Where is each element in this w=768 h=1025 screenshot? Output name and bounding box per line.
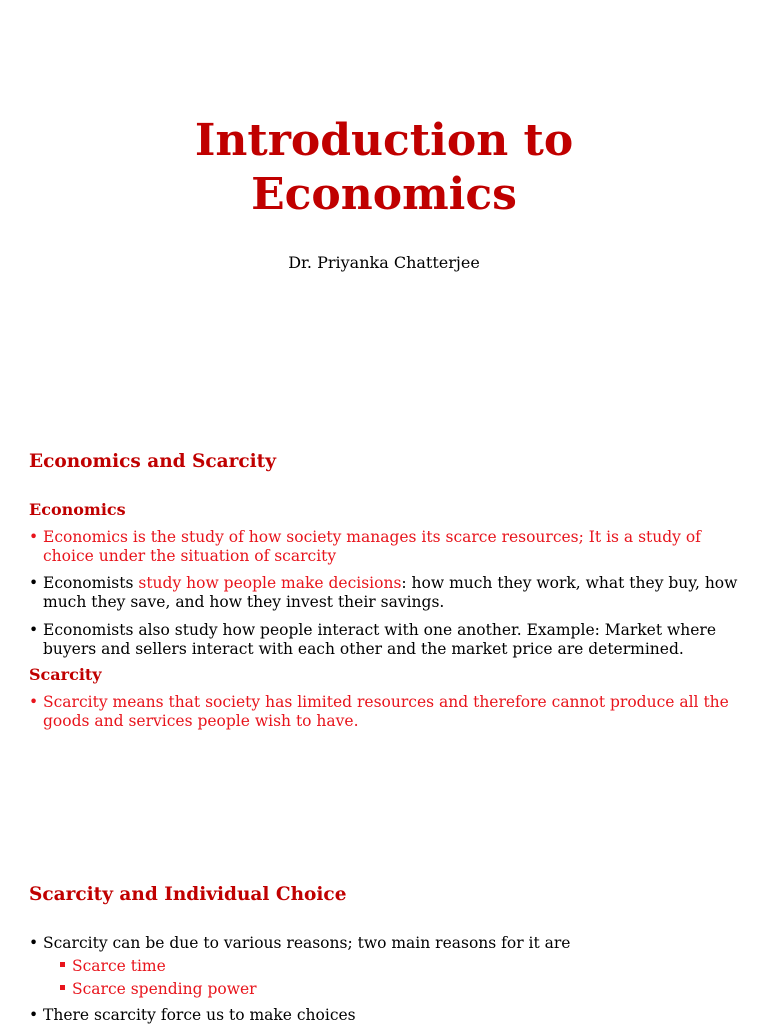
bullet-text-highlight: study how people make decisions bbox=[138, 574, 402, 592]
slide-title-line-1: Introduction to bbox=[194, 115, 574, 166]
bullet-text-suffix: : how much they work, what they buy, how much they save, and how they invest their savings. bbox=[43, 574, 738, 611]
bullet-economists-decisions bbox=[29, 574, 741, 611]
title-slide bbox=[0, 0, 768, 410]
sub-bullet-scarce-spending-power bbox=[58, 980, 738, 999]
bullet-dot: • bbox=[29, 621, 39, 639]
bullet-scarcity-definition bbox=[29, 693, 741, 730]
sub-bullet-text: Scarce spending power bbox=[72, 980, 257, 998]
bullet-economics-definition bbox=[29, 528, 741, 565]
slide-title bbox=[0, 114, 768, 222]
bullet-text: Scarcity means that society has limited resources and therefore cannot produce all the goods and services people wish to have. bbox=[43, 693, 729, 730]
bullet-dot: • bbox=[29, 574, 39, 592]
bullet-text bbox=[43, 574, 741, 611]
bullet-scarcity-reasons bbox=[29, 934, 741, 953]
square-bullet-icon bbox=[60, 985, 65, 990]
bullet-text: Economics is the study of how society manages its scarce resources; It is a study of choice under the situation of scarcity bbox=[43, 528, 701, 565]
sub-bullet-scarce-time bbox=[58, 957, 738, 976]
bullet-dot: • bbox=[29, 528, 39, 546]
bullet-scarcity-choices bbox=[29, 1006, 741, 1025]
heading-economics-and-scarcity: Economics and Scarcity bbox=[29, 451, 276, 472]
sub-bullet-text: Scarce time bbox=[72, 957, 166, 975]
bullet-text: Scarcity can be due to various reasons; two main reasons for it are bbox=[43, 934, 571, 952]
author-name: Dr. Priyanka Chatterjee bbox=[288, 253, 480, 272]
subhead-scarcity: Scarcity bbox=[29, 665, 102, 684]
bullet-economists-interaction bbox=[29, 621, 741, 658]
heading-scarcity-and-individual-choice: Scarcity and Individual Choice bbox=[29, 884, 347, 905]
bullet-text: Economists also study how people interact with one another. Example: Market where buyers and sellers interact with each other and the market price are determined. bbox=[43, 621, 717, 658]
bullet-dot: • bbox=[29, 1006, 39, 1024]
subhead-economics: Economics bbox=[29, 500, 126, 519]
square-bullet-icon bbox=[60, 962, 65, 967]
bullet-text-prefix: Economists bbox=[43, 574, 139, 592]
bullet-dot: • bbox=[29, 934, 39, 952]
bullet-dot: • bbox=[29, 693, 39, 711]
bullet-text: There scarcity force us to make choices bbox=[43, 1006, 356, 1024]
slide-title-line-2: Economics bbox=[251, 169, 517, 220]
